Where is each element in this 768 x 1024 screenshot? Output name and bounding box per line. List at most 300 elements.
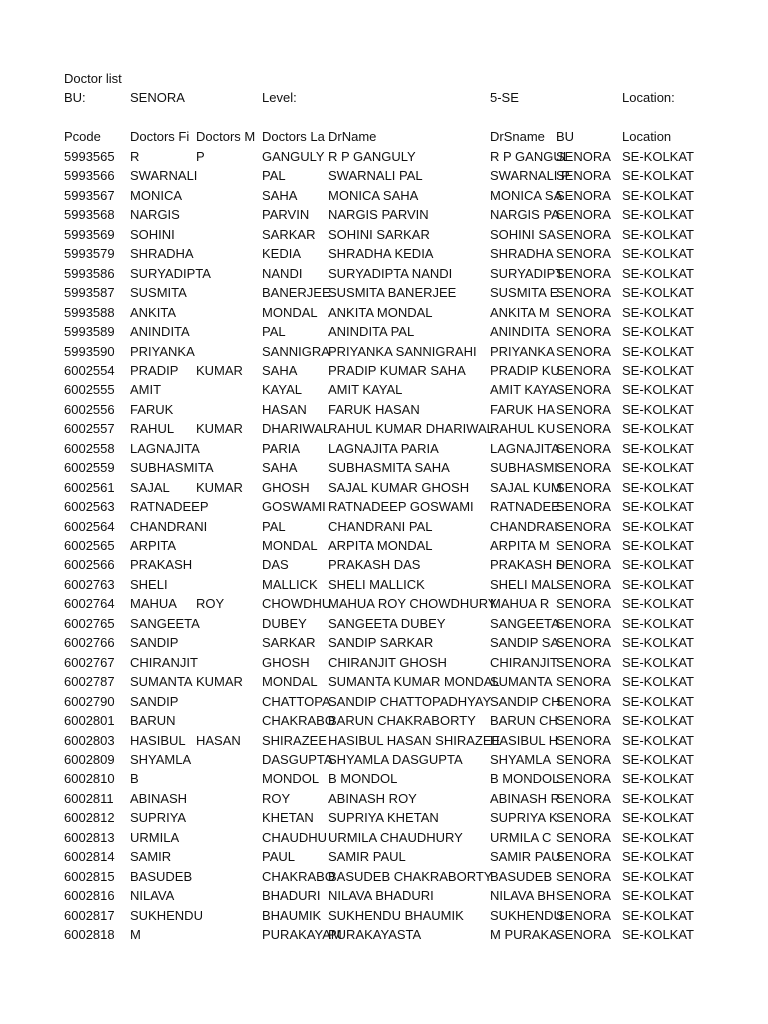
cell-bu: SENORA <box>556 207 611 223</box>
cell-first-name: MONICA <box>130 187 182 203</box>
cell-last-name: BHAUMIK <box>262 907 322 923</box>
cell-bu: SENORA <box>556 149 611 164</box>
cell-middle-name <box>196 322 262 341</box>
cell-last-name: SHIRAZEE <box>262 732 328 748</box>
cell-location: SE-KOLKAT <box>622 849 695 865</box>
cell-drname: ANKITA MONDAL <box>328 304 433 320</box>
cell-location: SE-KOLKAT <box>622 907 695 923</box>
cell-middle-name <box>196 400 262 419</box>
cell-pcode: 6002816 <box>64 888 115 904</box>
table-row <box>0 808 768 827</box>
cell-pcode: 6002787 <box>64 674 115 690</box>
cell-location: SE-KOLKAT <box>622 693 695 709</box>
title-row <box>0 69 768 88</box>
cell-drname: SHYAMLA DASGUPTA <box>328 751 463 767</box>
table-row <box>0 847 768 866</box>
cell-bu: SENORA <box>556 168 611 184</box>
cell-drsname: M PURAKA <box>490 927 558 942</box>
cell-drname: B MONDOL <box>328 771 398 787</box>
cell-drsname: ANKITA M <box>490 304 550 320</box>
cell-drsname: SUKHENDU <box>490 907 563 923</box>
cell-drsname: NILAVA BH <box>490 888 556 904</box>
cell-first-name: SANGEETA <box>130 615 200 631</box>
cell-pcode: 6002815 <box>64 868 115 884</box>
cell-middle-name: KUMAR <box>196 674 243 690</box>
cell-first-name: SAMIR <box>130 849 172 865</box>
cell-drname: SURYADIPTA NANDI <box>328 265 453 281</box>
cell-bu: SENORA <box>556 907 611 923</box>
cell-bu: SENORA <box>556 732 611 748</box>
cell-drsname: PRIYANKA <box>490 343 555 359</box>
cell-middle-name <box>196 439 262 458</box>
cell-middle-name <box>196 653 262 672</box>
header-location: Location <box>622 129 672 144</box>
cell-location: SE-KOLKAT <box>622 324 695 340</box>
cell-pcode: 5993589 <box>64 324 115 340</box>
table-row <box>0 419 768 438</box>
header-drname: DrName <box>328 129 377 144</box>
cell-drname: ARPITA MONDAL <box>328 538 433 553</box>
cell-drsname: SHRADHA <box>490 246 554 262</box>
cell-middle-name <box>196 789 262 808</box>
cell-first-name: FARUK <box>130 401 174 417</box>
table-row <box>0 789 768 808</box>
cell-last-name: PAL <box>262 518 286 534</box>
cell-drsname: B MONDOL <box>490 771 560 787</box>
cell-location: SE-KOLKAT <box>622 771 695 787</box>
cell-pcode: 6002809 <box>64 751 115 767</box>
sheet-title: Doctor list <box>64 71 122 86</box>
cell-middle-name <box>196 614 262 633</box>
cell-pcode: 6002563 <box>64 499 115 515</box>
cell-middle-name: HASAN <box>196 732 241 748</box>
cell-pcode: 5993579 <box>64 246 115 262</box>
cell-pcode: 6002817 <box>64 907 115 923</box>
cell-pcode: 5993586 <box>64 265 115 281</box>
cell-bu: SENORA <box>556 557 611 573</box>
cell-last-name: PARVIN <box>262 207 310 223</box>
cell-pcode: 6002561 <box>64 479 115 495</box>
cell-pcode: 6002565 <box>64 538 115 553</box>
table-row <box>0 653 768 672</box>
cell-location: SE-KOLKAT <box>622 382 695 398</box>
table-row <box>0 575 768 594</box>
cell-first-name: SOHINI <box>130 226 175 242</box>
table-row <box>0 925 768 944</box>
cell-last-name: KAYAL <box>262 382 302 398</box>
cell-bu: SENORA <box>556 927 611 942</box>
cell-bu: SENORA <box>556 596 611 612</box>
cell-drname: RAHUL KUMAR DHARIWAL <box>328 421 494 437</box>
cell-drsname: PRADIP KU <box>490 362 560 378</box>
cell-first-name: ANKITA <box>130 304 176 320</box>
cell-middle-name <box>196 925 262 944</box>
cell-location: SE-KOLKAT <box>622 479 695 495</box>
cell-last-name: GHOSH <box>262 654 310 670</box>
table-row <box>0 906 768 925</box>
cell-last-name: GOSWAMI <box>262 499 326 515</box>
cell-location: SE-KOLKAT <box>622 421 695 437</box>
header-first-name: Doctors Fi <box>130 129 190 144</box>
cell-last-name: PAL <box>262 168 286 184</box>
cell-middle-name <box>196 575 262 594</box>
cell-pcode: 6002813 <box>64 829 115 845</box>
cell-drname: ABINASH ROY <box>328 790 417 806</box>
cell-last-name: HASAN <box>262 401 307 417</box>
cell-first-name: RATNADEEP <box>130 499 209 515</box>
cell-first-name: HASIBUL <box>130 732 186 748</box>
cell-first-name: NARGIS <box>130 207 180 223</box>
cell-bu: SENORA <box>556 343 611 359</box>
cell-drname: SANDIP CHATTOPADHYAY <box>328 693 492 709</box>
cell-bu: SENORA <box>556 440 611 456</box>
cell-pcode: 5993568 <box>64 207 115 223</box>
cell-first-name: SANDIP <box>130 635 179 651</box>
table-row <box>0 439 768 458</box>
cell-pcode: 5993566 <box>64 168 115 184</box>
cell-pcode: 5993590 <box>64 343 115 359</box>
cell-location: SE-KOLKAT <box>622 362 695 378</box>
cell-bu: SENORA <box>556 635 611 651</box>
table-row <box>0 478 768 497</box>
cell-middle-name <box>196 517 262 536</box>
cell-last-name: MONDAL <box>262 538 318 553</box>
cell-location: SE-KOLKAT <box>622 460 695 476</box>
cell-drname: LAGNAJITA PARIA <box>328 440 439 456</box>
cell-drsname: SUMANTA <box>490 674 553 690</box>
cell-drsname: AMIT KAYA <box>490 382 558 398</box>
table-row <box>0 497 768 516</box>
cell-bu: SENORA <box>556 421 611 437</box>
cell-drname: RATNADEEP GOSWAMI <box>328 499 474 515</box>
table-row <box>0 361 768 380</box>
cell-bu: SENORA <box>556 324 611 340</box>
cell-drname: SOHINI SARKAR <box>328 226 430 242</box>
table-row <box>0 147 768 166</box>
cell-first-name: SAJAL <box>130 479 170 495</box>
cell-location: SE-KOLKAT <box>622 343 695 359</box>
cell-drname: PRIYANKA SANNIGRAHI <box>328 343 477 359</box>
cell-location: SE-KOLKAT <box>622 635 695 651</box>
cell-bu: SENORA <box>556 615 611 631</box>
cell-middle-name <box>196 692 262 711</box>
cell-drsname: BARUN CH <box>490 713 558 729</box>
cell-first-name: SUPRIYA <box>130 810 187 826</box>
cell-last-name: PARIA <box>262 440 301 456</box>
cell-drsname: SANDIP CH <box>490 693 561 709</box>
cell-drname: URMILA CHAUDHURY <box>328 829 463 845</box>
cell-drsname: R P GANGUL <box>490 149 570 164</box>
header-drsname: DrSname <box>490 129 545 144</box>
cell-pcode: 5993588 <box>64 304 115 320</box>
cell-location: SE-KOLKAT <box>622 187 695 203</box>
cell-middle-name <box>196 828 262 847</box>
cell-middle-name <box>196 205 262 224</box>
cell-pcode: 5993569 <box>64 226 115 242</box>
cell-pcode: 6002803 <box>64 732 115 748</box>
cell-drname: BASUDEB CHAKRABORTY <box>328 868 493 884</box>
cell-drsname: FARUK HA <box>490 401 556 417</box>
cell-last-name: DHARIWAL <box>262 421 331 437</box>
header-middle-name: Doctors M <box>196 129 256 144</box>
cell-location: SE-KOLKAT <box>622 732 695 748</box>
cell-drname: AMIT KAYAL <box>328 382 403 398</box>
cell-middle-name <box>196 555 262 574</box>
cell-pcode: 6002559 <box>64 460 115 476</box>
cell-bu: SENORA <box>556 518 611 534</box>
cell-pcode: 6002811 <box>64 790 114 806</box>
cell-first-name: AMIT <box>130 382 162 398</box>
table-row <box>0 536 768 555</box>
cell-drname: R P GANGULY <box>328 149 416 164</box>
cell-drname: SHRADHA KEDIA <box>328 246 434 262</box>
cell-drsname: CHANDRAI <box>490 518 558 534</box>
cell-bu: SENORA <box>556 499 611 515</box>
cell-last-name: BANERJEE <box>262 285 331 301</box>
cell-drsname: BASUDEB <box>490 868 553 884</box>
cell-pcode: 6002810 <box>64 771 115 787</box>
cell-last-name: GHOSH <box>262 479 310 495</box>
cell-last-name: MONDAL <box>262 304 318 320</box>
table-row <box>0 614 768 633</box>
cell-bu: SENORA <box>556 576 611 592</box>
cell-pcode: 5993565 <box>64 149 115 164</box>
table-row <box>0 186 768 205</box>
table-row <box>0 244 768 263</box>
cell-drname: SUBHASMITA SAHA <box>328 460 450 476</box>
cell-middle-name: P <box>196 149 205 164</box>
table-row <box>0 828 768 847</box>
table-row <box>0 283 768 302</box>
cell-last-name: CHAKRABO <box>262 868 335 884</box>
cell-drsname: RAHUL KU <box>490 421 556 437</box>
cell-middle-name <box>196 497 262 516</box>
level-value: 5-SE <box>490 90 519 105</box>
table-row <box>0 731 768 750</box>
cell-first-name: SUSMITA <box>130 285 187 301</box>
cell-middle-name: ROY <box>196 596 225 612</box>
location-label: Location: <box>622 90 675 105</box>
header-pcode: Pcode <box>64 129 101 144</box>
cell-middle-name <box>196 750 262 769</box>
cell-drsname: NARGIS PA <box>490 207 560 223</box>
cell-drsname: SUPRIYA K <box>490 810 558 826</box>
cell-location: SE-KOLKAT <box>622 615 695 631</box>
cell-first-name: ABINASH <box>130 790 188 806</box>
cell-drsname: HASIBUL H <box>490 732 559 748</box>
cell-last-name: PURAKAYAM <box>262 927 342 942</box>
cell-drsname: PRAKASH D <box>490 557 566 573</box>
cell-drname: PRAKASH DAS <box>328 557 421 573</box>
cell-drsname: SUBHASMI <box>490 460 558 476</box>
table-row <box>0 225 768 244</box>
cell-first-name: SANDIP <box>130 693 179 709</box>
cell-drsname: ABINASH R <box>490 790 561 806</box>
table-row <box>0 692 768 711</box>
cell-middle-name <box>196 867 262 886</box>
cell-drsname: SHYAMLA <box>490 751 552 767</box>
table-row <box>0 205 768 224</box>
cell-drname: PRADIP KUMAR SAHA <box>328 362 466 378</box>
cell-last-name: BHADURI <box>262 888 321 904</box>
cell-last-name: PAUL <box>262 849 295 865</box>
cell-drsname: SANDIP SA <box>490 635 560 651</box>
cell-drsname: SURYADIPT <box>490 265 564 281</box>
table-row <box>0 264 768 283</box>
table-row <box>0 517 768 536</box>
cell-last-name: PAL <box>262 324 286 340</box>
cell-pcode: 6002556 <box>64 401 115 417</box>
cell-middle-name <box>196 886 262 905</box>
cell-middle-name <box>196 633 262 652</box>
cell-drname: SAJAL KUMAR GHOSH <box>328 479 470 495</box>
cell-drsname: SWARNALI P <box>490 168 570 184</box>
table-row <box>0 380 768 399</box>
cell-drsname: MONICA SA <box>490 187 563 203</box>
cell-last-name: KEDIA <box>262 246 302 262</box>
cell-drname: FARUK HASAN <box>328 401 420 417</box>
cell-location: SE-KOLKAT <box>622 576 695 592</box>
cell-location: SE-KOLKAT <box>622 226 695 242</box>
cell-first-name: SURYADIPTA <box>130 265 211 281</box>
cell-bu: SENORA <box>556 810 611 826</box>
cell-drsname: SOHINI SA <box>490 226 556 242</box>
header-bu: BU <box>556 129 575 144</box>
cell-location: SE-KOLKAT <box>622 888 695 904</box>
cell-bu: SENORA <box>556 868 611 884</box>
cell-bu: SENORA <box>556 654 611 670</box>
cell-location: SE-KOLKAT <box>622 149 695 164</box>
cell-bu: SENORA <box>556 246 611 262</box>
cell-middle-name <box>196 711 262 730</box>
cell-pcode: 6002814 <box>64 849 115 865</box>
cell-first-name: SWARNALI <box>130 168 198 184</box>
cell-bu: SENORA <box>556 187 611 203</box>
cell-pcode: 6002555 <box>64 382 115 398</box>
header-row <box>0 127 768 146</box>
cell-last-name: CHATTOPA <box>262 693 331 709</box>
cell-location: SE-KOLKAT <box>622 868 695 884</box>
cell-first-name: ANINDITA <box>130 324 190 340</box>
cell-first-name: SUKHENDU <box>130 907 203 923</box>
cell-bu: SENORA <box>556 226 611 242</box>
cell-bu: SENORA <box>556 829 611 845</box>
cell-middle-name <box>196 283 262 302</box>
cell-last-name: SARKAR <box>262 635 316 651</box>
cell-drsname: LAGNAJITA <box>490 440 560 456</box>
cell-bu: SENORA <box>556 285 611 301</box>
cell-location: SE-KOLKAT <box>622 538 695 553</box>
table-row <box>0 166 768 185</box>
cell-bu: SENORA <box>556 479 611 495</box>
cell-first-name: BARUN <box>130 713 176 729</box>
cell-first-name: CHANDRANI <box>130 518 208 534</box>
cell-drsname: SUSMITA E <box>490 285 559 301</box>
table-row <box>0 342 768 361</box>
cell-bu: SENORA <box>556 849 611 865</box>
cell-location: SE-KOLKAT <box>622 265 695 281</box>
cell-pcode: 5993587 <box>64 285 115 301</box>
table-row <box>0 769 768 788</box>
cell-location: SE-KOLKAT <box>622 674 695 690</box>
cell-bu: SENORA <box>556 362 611 378</box>
cell-first-name: SHYAMLA <box>130 751 192 767</box>
cell-last-name: ROY <box>262 790 291 806</box>
cell-drsname: ARPITA M <box>490 538 550 553</box>
cell-pcode: 6002558 <box>64 440 115 456</box>
cell-location: SE-KOLKAT <box>622 751 695 767</box>
table-row <box>0 458 768 477</box>
cell-drname: ANINDITA PAL <box>328 324 415 340</box>
cell-pcode: 6002790 <box>64 693 115 709</box>
cell-drname: SAMIR PAUL <box>328 849 406 865</box>
cell-bu: SENORA <box>556 382 611 398</box>
table-row <box>0 633 768 652</box>
table-row <box>0 303 768 322</box>
header-last-name: Doctors La <box>262 129 325 144</box>
cell-bu: SENORA <box>556 771 611 787</box>
cell-drname: NARGIS PARVIN <box>328 207 429 223</box>
cell-drname: SUPRIYA KHETAN <box>328 810 439 826</box>
table-row <box>0 886 768 905</box>
cell-last-name: SAHA <box>262 362 298 378</box>
cell-middle-name <box>196 380 262 399</box>
cell-last-name: SAHA <box>262 460 298 476</box>
table-row <box>0 400 768 419</box>
cell-last-name: KHETAN <box>262 810 314 826</box>
cell-first-name: CHIRANJIT <box>130 654 198 670</box>
table-row <box>0 555 768 574</box>
cell-drsname: SAMIR PAU <box>490 849 561 865</box>
cell-bu: SENORA <box>556 265 611 281</box>
cell-pcode: 6002564 <box>64 518 115 534</box>
cell-location: SE-KOLKAT <box>622 440 695 456</box>
cell-drsname: SHELI MAL <box>490 576 558 592</box>
cell-location: SE-KOLKAT <box>622 499 695 515</box>
cell-drsname: MAHUA R <box>490 596 550 612</box>
cell-pcode: 6002812 <box>64 810 115 826</box>
cell-drsname: SAJAL KUM <box>490 479 562 495</box>
cell-middle-name <box>196 458 262 477</box>
cell-middle-name <box>196 166 262 185</box>
cell-pcode: 6002766 <box>64 635 115 651</box>
cell-first-name: NILAVA <box>130 888 175 904</box>
cell-first-name: SUMANTA <box>130 674 193 690</box>
cell-drname: CHANDRANI PAL <box>328 518 433 534</box>
cell-middle-name <box>196 808 262 827</box>
cell-first-name: LAGNAJITA <box>130 440 200 456</box>
cell-bu: SENORA <box>556 460 611 476</box>
cell-last-name: DASGUPTA <box>262 751 333 767</box>
cell-first-name: URMILA <box>130 829 180 845</box>
cell-pcode: 6002763 <box>64 576 115 592</box>
cell-location: SE-KOLKAT <box>622 207 695 223</box>
table-row <box>0 711 768 730</box>
cell-last-name: SAHA <box>262 187 298 203</box>
cell-drsname: URMILA C <box>490 829 552 845</box>
cell-middle-name <box>196 264 262 283</box>
cell-last-name: MALLICK <box>262 576 318 592</box>
cell-last-name: CHAKRABO <box>262 713 335 729</box>
cell-middle-name <box>196 536 262 555</box>
cell-first-name: B <box>130 771 139 787</box>
cell-drname: PURAKAYASTA <box>328 927 422 942</box>
cell-drname: CHIRANJIT GHOSH <box>328 654 447 670</box>
cell-pcode: 6002818 <box>64 927 115 942</box>
cell-middle-name: KUMAR <box>196 421 243 437</box>
cell-last-name: CHOWDHU <box>262 596 332 612</box>
cell-middle-name <box>196 769 262 788</box>
